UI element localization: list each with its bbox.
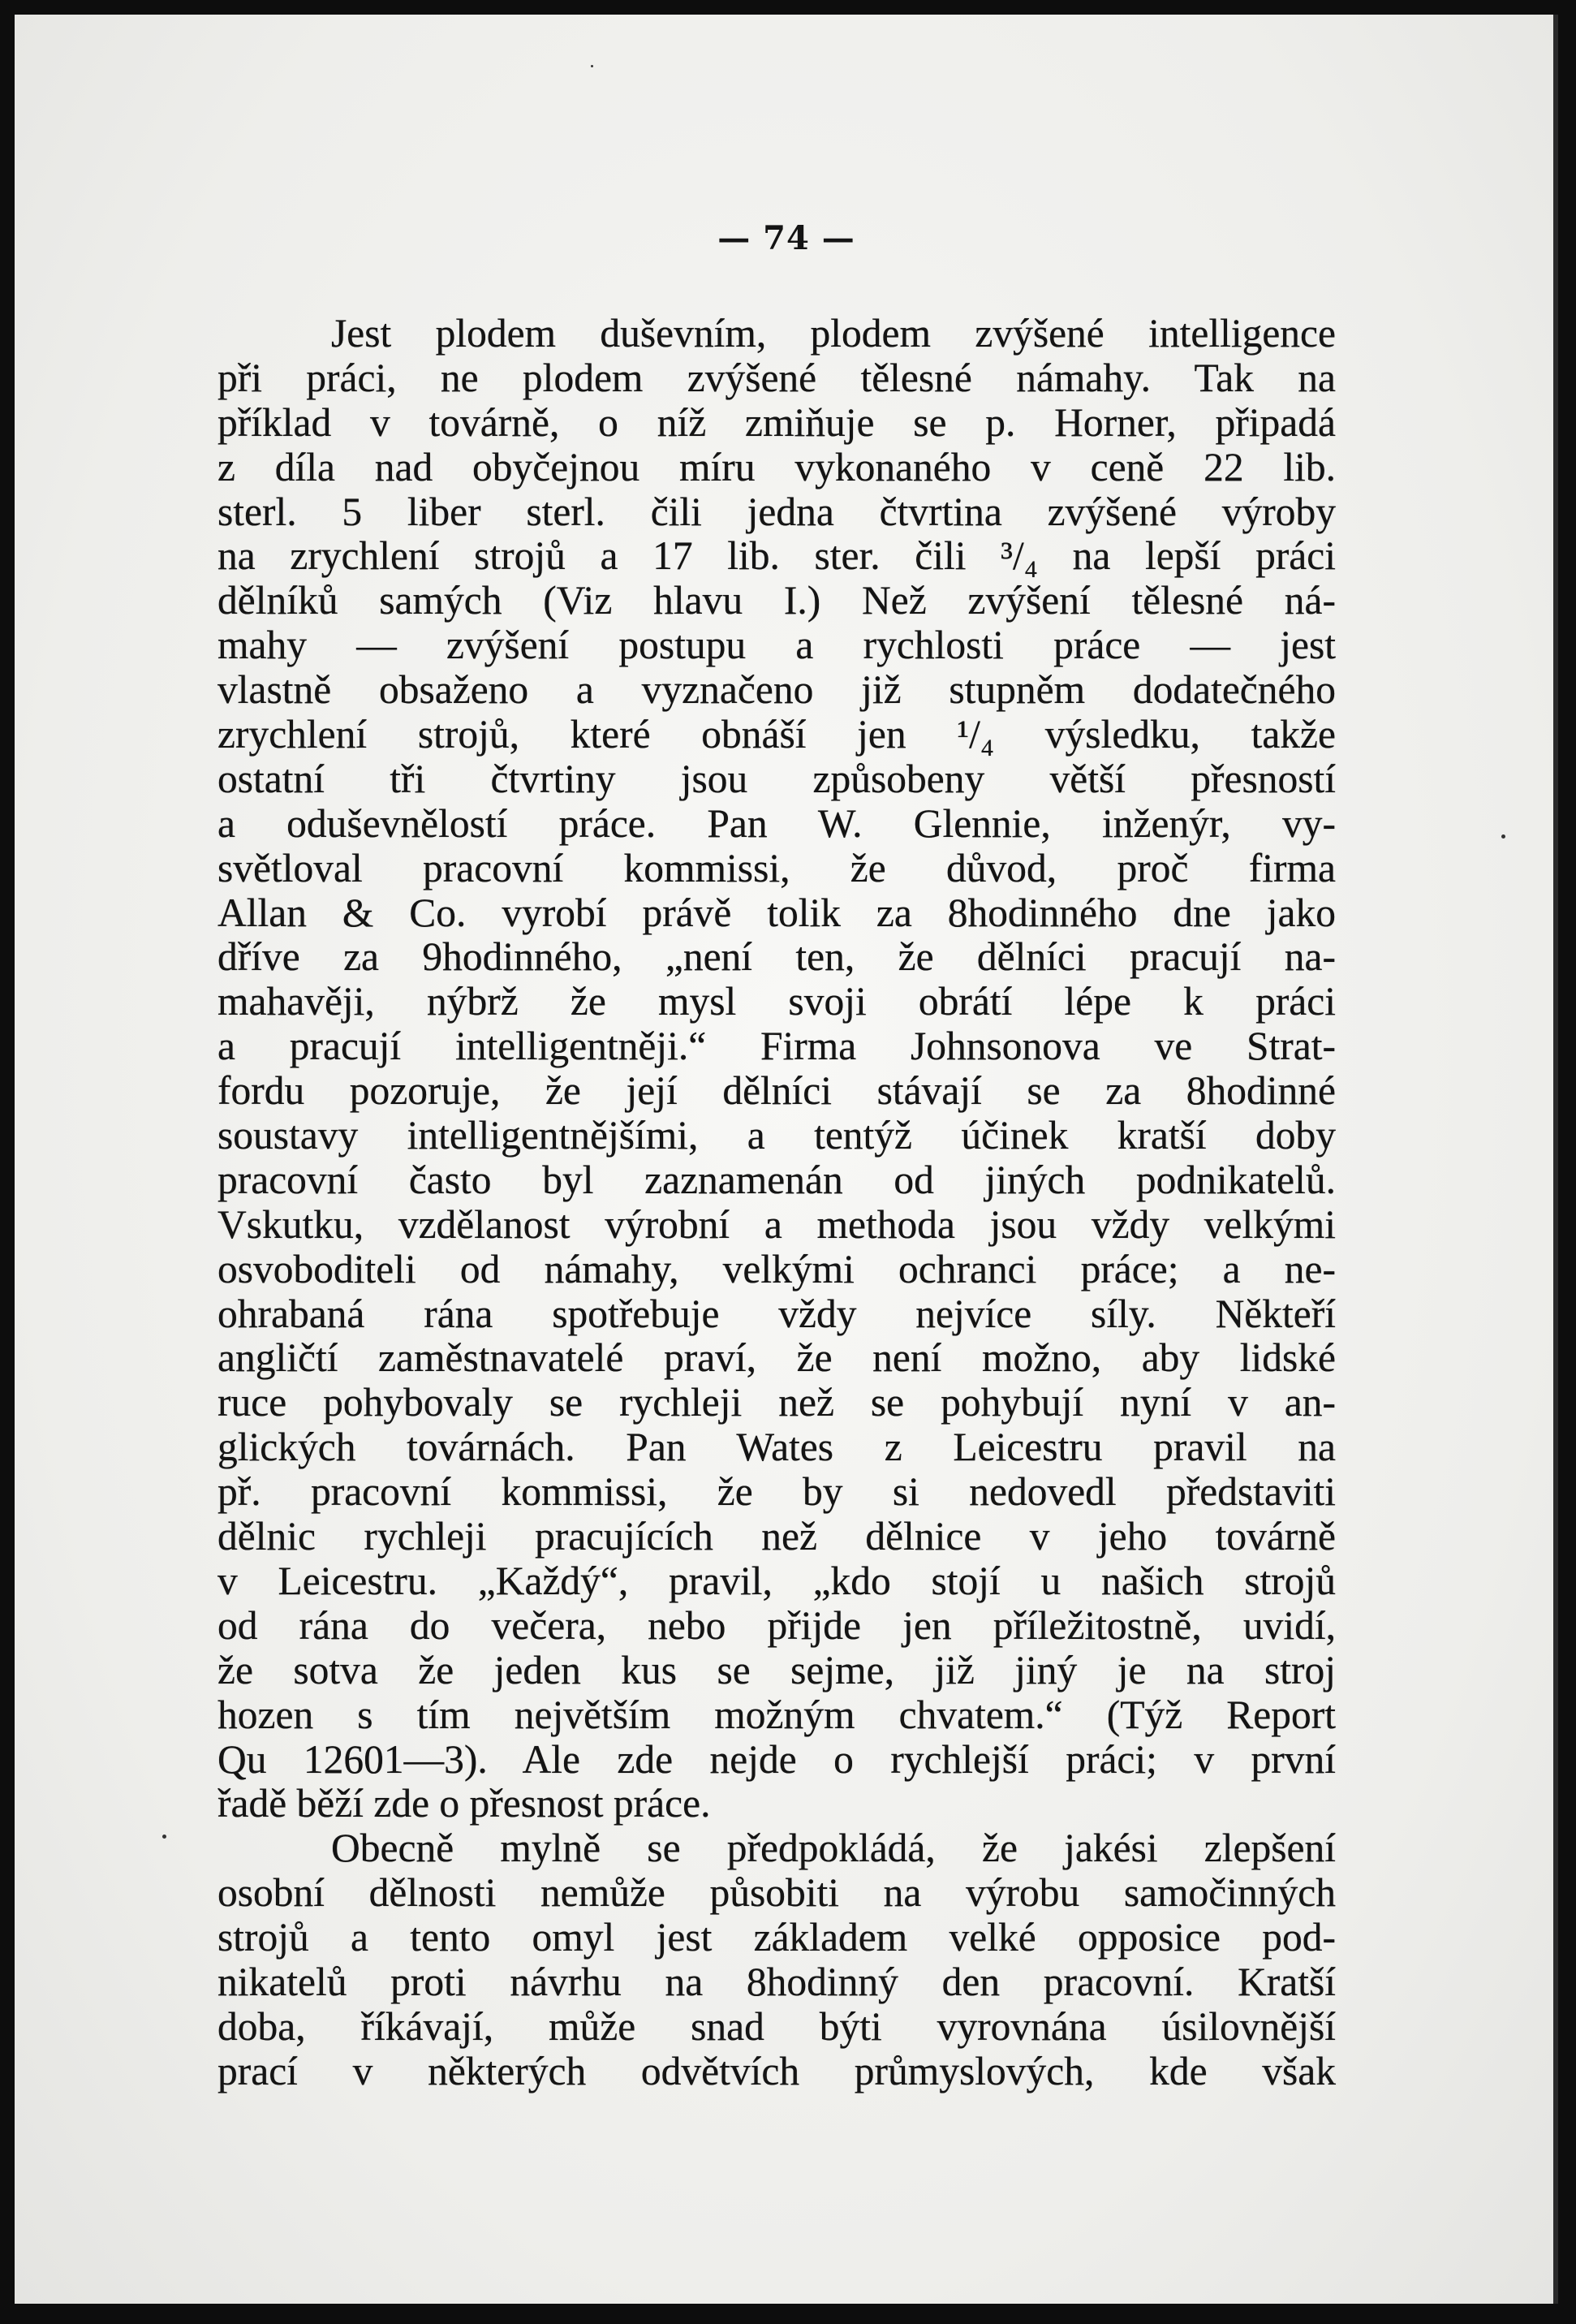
text-line: při práci, ne plodem zvýšené tělesné námahy. Tak na: [217, 355, 1336, 400]
text-line: z díla nad obyčejnou míru vykonaného v ceně 22 lib.: [217, 444, 1336, 489]
text-line: a oduševnělostí práce. Pan W. Glennie, inženýr, vy-: [217, 800, 1336, 846]
text-line: hozen s tím největším možným chvatem.“ (Týž Report: [217, 1692, 1336, 1737]
text-line: doba, říkávají, může snad býti vyrovnána úsilovnější: [217, 2003, 1336, 2049]
text-line: prací v některých odvětvích průmyslových, kde však: [217, 2048, 1336, 2093]
text-line: fordu pozoruje, že její dělníci stávají se za 8hodinné: [217, 1068, 1336, 1114]
scanned-page: [15, 15, 1558, 2304]
text-line: příklad v továrně, o níž zmiňuje se p. Horner, připadá: [217, 399, 1336, 445]
text-line: ohrabaná rána spotřebuje vždy nejvíce síly. Někteří: [217, 1291, 1336, 1336]
text-line: že sotva že jeden kus se sejme, již jiný je na stroj: [217, 1647, 1336, 1692]
text-line: vlastně obsaženo a vyznačeno již stupněm dodatečného: [217, 667, 1336, 713]
text-line: nikatelů proti návrhu na 8hodinný den pracovní. Kratší: [217, 1959, 1336, 2004]
scan-speck: [1501, 834, 1505, 839]
body-text: [217, 312, 1336, 2094]
scan-speck: [162, 1835, 166, 1839]
text-line: a pracují intelligentněji.“ Firma Johnsonova ve Strat-: [217, 1024, 1336, 1069]
text-line: př. pracovní kommissi, že by si nedovedl představiti: [217, 1469, 1336, 1515]
text-line: glických továrnách. Pan Wates z Leicestru pravil na: [217, 1425, 1336, 1470]
text-line: na zrychlení strojů a 17 lib. ster. čili ³/₄ na lepší práci: [217, 533, 1336, 579]
text-line: Jest plodem duševním, plodem zvýšené intelligence: [331, 311, 1336, 356]
text-line: soustavy intelligentnějšími, a tentýž účinek kratší doby: [217, 1113, 1336, 1158]
text-line: Obecně mylně se předpokládá, že jakési zlepšení: [331, 1826, 1336, 1871]
text-line: dělnic rychleji pracujících než dělnice v jeho továrně: [217, 1514, 1336, 1559]
scan-speck: [591, 65, 593, 67]
page-number: — 74 —: [717, 219, 855, 257]
page-edge-shadow: [1553, 15, 1558, 2304]
text-line: pracovní často byl zaznamenán od jiných podnikatelů.: [217, 1157, 1336, 1202]
text-line: strojů a tento omyl jest základem velké opposice pod-: [217, 1915, 1336, 1960]
text-line: mahy — zvýšení postupu a rychlosti práce — jest: [217, 623, 1336, 668]
text-line: světloval pracovní kommissi, že důvod, proč firma: [217, 845, 1336, 890]
text-line: mahavěji, nýbrž že mysl svoji obrátí lépe k práci: [217, 979, 1336, 1024]
text-line: Vskutku, vzdělanost výrobní a methoda jsou vždy velkými: [217, 1201, 1336, 1247]
text-line: ostatní tři čtvrtiny jsou způsobeny větší přesností: [217, 756, 1336, 801]
text-line: angličtí zaměstnavatelé praví, že není možno, aby lidské: [217, 1335, 1336, 1381]
text-line: sterl. 5 liber sterl. čili jedna čtvrtina zvýšené výroby: [217, 489, 1336, 534]
text-line: dříve za 9hodinného, „není ten, že dělníci pracují na-: [217, 934, 1336, 980]
text-line: osobní dělnosti nemůže působiti na výrobu samočinných: [217, 1870, 1336, 1916]
text-line: v Leicestru. „Každý“, pravil, „kdo stojí u našich strojů: [217, 1558, 1336, 1603]
text-line: ruce pohybovaly se rychleji než se pohybují nyní v an-: [217, 1380, 1336, 1425]
text-line: Qu 12601—3). Ale zde nejde o rychlejší práci; v první: [217, 1736, 1336, 1782]
text-line: zrychlení strojů, které obnáší jen ¹/₄ výsledku, takže: [217, 712, 1336, 757]
text-line: řadě běží zde o přesnost práce.: [217, 1781, 711, 1826]
text-line: od rána do večera, nebo přijde jen příležitostně, uvidí,: [217, 1602, 1336, 1648]
text-line: dělníků samých (Viz hlavu I.) Než zvýšení tělesné ná-: [217, 578, 1336, 623]
text-line: osvoboditeli od námahy, velkými ochranci práce; a ne-: [217, 1246, 1336, 1291]
text-line: Allan & Co. vyrobí právě tolik za 8hodinného dne jako: [217, 890, 1336, 935]
